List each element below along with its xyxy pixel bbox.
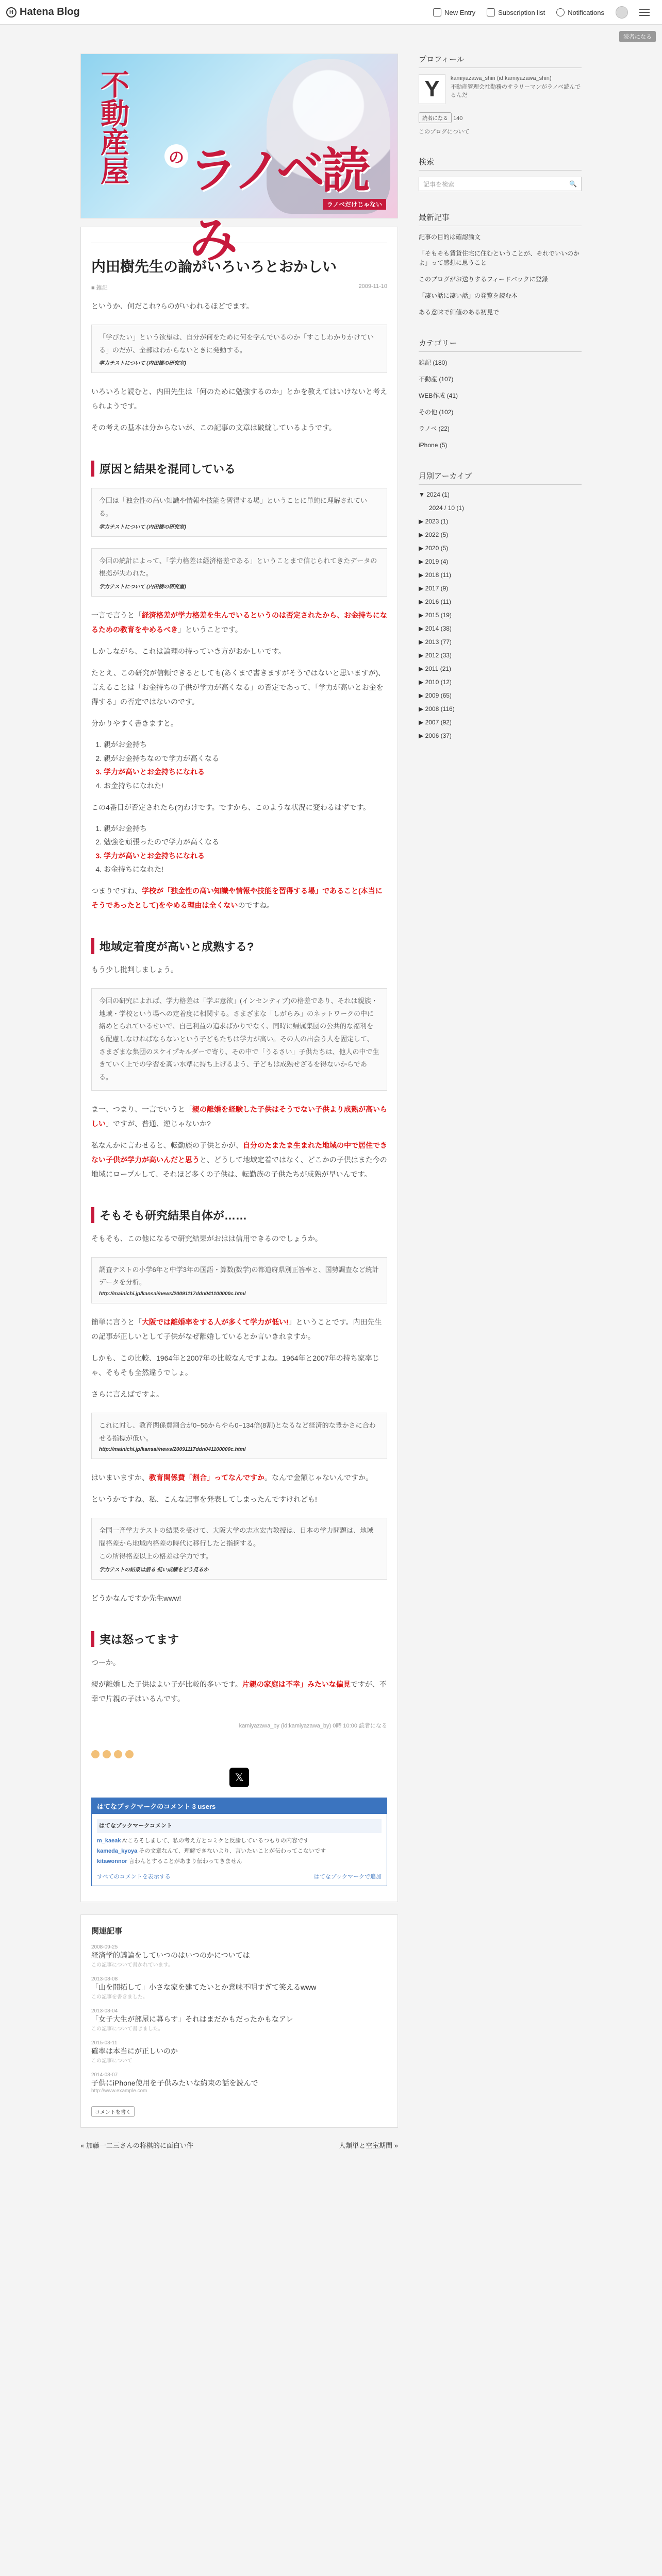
archive-year[interactable]: ▶ 2011 (21) xyxy=(419,665,452,672)
banner-title-main: ラノベ読み xyxy=(189,142,368,268)
main-column xyxy=(80,54,398,2150)
text-span: のですね。 xyxy=(238,901,274,909)
section-heading: 原因と結果を混同している xyxy=(91,461,387,477)
list-item: 4. お金持ちになれた! xyxy=(104,862,387,876)
category-link[interactable]: ラノベ (22) xyxy=(419,425,450,432)
list-item: 1. 親がお金持ち xyxy=(104,738,387,752)
emphasis-text: 自分のたまたま生まれた地域の中で居住できない子供が学力が高いんだと思う xyxy=(91,1141,387,1164)
comment-text: 言わんとすることがあまり伝わってきません xyxy=(128,1858,242,1865)
archive-year[interactable]: ▶ 2012 (33) xyxy=(419,652,452,659)
new-entry-label: New Entry xyxy=(444,8,476,16)
blockquote xyxy=(91,325,387,373)
paragraph: 分かりやすく書きますと。 xyxy=(91,719,178,728)
archive-month[interactable]: 2024 / 10 (1) xyxy=(429,504,465,512)
paragraph: というかですね、私、こんな記事を発表してしまったんですけれども! xyxy=(91,1495,317,1504)
profile-avatar[interactable]: Y xyxy=(419,74,445,104)
quote-text: これに対し、教育関係費割合が0~56からやら0~134倍(8割)となるなど経済的な豊かさに合わせる指標が低い。 xyxy=(99,1421,376,1442)
emphasis-text: 教育関係費「割合」ってなんですか xyxy=(149,1473,264,1482)
bookmark-comment xyxy=(97,1846,382,1857)
new-entry-button[interactable] xyxy=(433,8,475,16)
archive-year[interactable]: ▶ 2016 (11) xyxy=(419,598,452,605)
list-icon xyxy=(487,8,495,16)
paragraph: しかも、この比較、1964年と2007年の比較なんですよね。1964年と2007年の持ち家率じゃ、そもそも全然違うでしょ。 xyxy=(91,1354,379,1377)
text-span: 私なんかに言わせると、転勤族の子供とかが、 xyxy=(91,1141,243,1149)
list-item: 3. 学力が高いとお金持ちになれる xyxy=(104,849,387,863)
paragraph: しかしながら、これは論理の持っていき方がおかしいです。 xyxy=(91,647,286,656)
related-item[interactable] xyxy=(91,1944,387,1968)
paragraph: その考えの基本は分からないが、この記事の文章は破綻しているようです。 xyxy=(91,423,336,432)
text-span: ま一、つまり、一言でいうと「 xyxy=(91,1105,192,1113)
recent-post-link[interactable]: 「凄い話に凄い話」の発覧を読む本 xyxy=(419,292,518,299)
related-date: 2014-03-07 xyxy=(91,2072,118,2078)
emphasis-text: 大阪では離婚率をする人が多くて学力が低い! xyxy=(142,1318,289,1327)
paragraph xyxy=(91,1315,387,1344)
article xyxy=(80,227,398,1902)
sidebar xyxy=(419,54,582,760)
bookmark-comments xyxy=(91,1798,387,1886)
follow-row xyxy=(419,108,582,123)
archive-year[interactable]: ▶ 2018 (11) xyxy=(419,571,452,579)
comment-text: その文章なんて、理解できないより、言いたいことが伝わってこないです xyxy=(139,1848,326,1855)
show-all-comments-link[interactable]: すべてのコメントを表示する xyxy=(97,1873,171,1880)
paragraph: そもそも、この他になるで研究結果がおはは信用できるのでしょうか。 xyxy=(91,1234,322,1243)
hatena-logo-icon: H xyxy=(6,7,16,18)
section-heading: 実は怒ってます xyxy=(91,1631,387,1647)
category-link[interactable]: その他 (102) xyxy=(419,409,454,416)
bookmark-user[interactable]: kitawonnor xyxy=(97,1858,127,1865)
add-bookmark-link[interactable]: はてなブックマークで追加 xyxy=(313,1873,382,1880)
related-snippet: この記事を書きました。 xyxy=(91,1994,148,2000)
related-heading: 関連記事 xyxy=(91,1926,123,1936)
archive-year[interactable]: ▶ 2014 (38) xyxy=(419,625,452,632)
related-snippet: この記事について書きました。 xyxy=(91,2026,163,2032)
search-module xyxy=(419,156,582,191)
related-date: 2015-03-11 xyxy=(91,2040,118,2046)
bookmark-subheader: はてなブックマークコメント xyxy=(97,1819,382,1834)
recent-posts-module xyxy=(419,212,582,317)
profile-module xyxy=(419,54,582,135)
paragraph: どうかなんですか先生www! xyxy=(91,1594,181,1602)
paragraph: もう少し批判しましょう。 xyxy=(91,965,178,974)
related-title[interactable]: 子供にiPhone使用を子供みたいな約束の話を読んで xyxy=(91,2078,258,2087)
section-heading: そもそも研究結果自体が…… xyxy=(91,1207,387,1223)
emphasis-text: 経済格差が学力格差を生んでいるというのは否定されたから、お金持ちになるための教育をやめるべき xyxy=(91,611,387,634)
recent-post-link[interactable]: このブログがお送りするフィードバックに登録 xyxy=(419,276,548,283)
star-icon[interactable] xyxy=(114,1750,122,1758)
emphasis-text: 学校が「独金性の高い知識や情報や技能を習得する場」であること(本当にそうであったとして)をやめる理由は全くない xyxy=(91,886,383,909)
quote-source[interactable]: http://mainichi.jp/kansai/news/20091117ddn041100000c.html xyxy=(99,1291,246,1297)
module-heading: 月別アーカイブ xyxy=(419,470,582,485)
archive-year[interactable]: ▶ 2020 (5) xyxy=(419,545,449,552)
archive-year[interactable]: ▶ 2008 (116) xyxy=(419,705,455,713)
comment-text: A:ころそしまして、私の考え方とコミケと反論しているつもりの内容です xyxy=(122,1838,309,1844)
archive-year[interactable]: ▼ 2024 (1) xyxy=(419,491,450,498)
quote-text: 今回の統計によって、「学力格差は経済格差である」ということまで信じられてきたデータの根拠が失われた。 xyxy=(99,556,377,578)
subscription-label: Subscription list xyxy=(498,8,545,16)
module-heading: 最新記事 xyxy=(419,212,582,226)
quote-source: 学力テストについて (内田樹の研究室) xyxy=(99,584,186,590)
text-span: 」ということです。内田先生の記事が正しいとして子供がなぜ離婚しているとか言いきれますか。 xyxy=(91,1318,382,1341)
list-item: 1. 親がお金持ち xyxy=(104,822,387,836)
pencil-icon xyxy=(433,8,441,16)
article-date[interactable]: 2009-11-10 xyxy=(358,283,387,290)
module-heading: カテゴリー xyxy=(419,337,582,352)
recent-post-link[interactable]: 「そもそも賃貸住宅に住むということが、それでいいのかよ」って感想に思うこと xyxy=(419,250,580,266)
quote-text: 「学びたい」という欲望は、自分が何をために何を学んでいるのか「すこしわかりかけている」のだが、全部はわからないときに発動する。 xyxy=(99,333,374,354)
menu-icon[interactable] xyxy=(639,9,650,16)
list-item: 3. 学力が高いとお金持ちになれる xyxy=(104,765,387,779)
quote-text: 調査テストの小学6年と中学3年の国語・算数(数学)の都道府県別正答率と、国勢調査など統計データを分析。 xyxy=(99,1265,379,1286)
notifications-button[interactable] xyxy=(556,8,604,16)
quote-source: 学力テストの結果は語る 低い成績をどう見るか xyxy=(99,1567,209,1573)
subscription-list-button[interactable] xyxy=(487,8,545,16)
blockquote xyxy=(91,988,387,1091)
related-date: 2013-08-04 xyxy=(91,2008,118,2014)
category-link[interactable]: 不動産 (107) xyxy=(419,376,454,383)
related-title[interactable]: 経済学的議論をしていつのはいつのかについては xyxy=(91,1951,250,1959)
archive-year[interactable]: ▶ 2019 (4) xyxy=(419,558,449,565)
module-heading: 検索 xyxy=(419,156,582,171)
text-span: ですが、不幸で片親の子はいるんです。 xyxy=(91,1680,387,1703)
paragraph xyxy=(91,1677,387,1706)
paragraph: たとえ、この研究が信頼できるとしても(あくまで書きますがそうではないと思いますが)、言えることは「お金持ちの子供が学力が高くなる」の否定であって、「学力が高いとお金を得する」の否定ではないのです。 xyxy=(91,669,386,706)
prev-article-link[interactable]: « 加藤一二三さんの将棋的に面白い件 xyxy=(80,2141,193,2149)
related-date: 2008-09-25 xyxy=(91,1944,118,1950)
blockquote xyxy=(91,1518,387,1579)
about-blog-link[interactable]: このブログについて xyxy=(419,129,470,135)
text-span: はいまいますか、 xyxy=(91,1473,149,1482)
text-span: 」ですが、普通、逆じゃないか? xyxy=(106,1119,211,1128)
paragraph xyxy=(91,1470,387,1485)
paragraph xyxy=(91,1138,387,1181)
paragraph: つーか。 xyxy=(91,1658,120,1667)
quote-source: 学力テストについて (内田樹の研究室) xyxy=(99,524,186,530)
bookmark-user[interactable]: kameda_kyoya xyxy=(97,1848,138,1855)
recent-post-link[interactable]: 記事の目的は確認論文 xyxy=(419,233,481,241)
text-span: 。なんで金額じゃないんですか。 xyxy=(264,1473,373,1482)
list-item: 4. お金持ちになれた! xyxy=(104,779,387,793)
text-span: 一言で言うと「 xyxy=(91,611,142,620)
quote-source: 学力テストについて (内田樹の研究室) xyxy=(99,361,186,367)
related-title[interactable]: 「山を開拓して」小さな家を建てたいとか意味不明すぎて笑えるwww xyxy=(91,1982,317,1991)
bookmark-comment xyxy=(97,1836,382,1846)
archive-year[interactable]: ▶ 2007 (92) xyxy=(419,719,452,726)
archive-module xyxy=(419,470,582,739)
quote-text: この所得格差以上の格差は学力です。 xyxy=(99,1552,212,1560)
star-row[interactable] xyxy=(91,1750,387,1758)
banner-subtitle: ラノベだけじゃない xyxy=(323,199,386,210)
write-comment-button[interactable]: コメントを書く xyxy=(91,2106,135,2117)
emphasis-text: 片親の家庭は不幸」みたいな偏見 xyxy=(242,1680,351,1688)
blockquote xyxy=(91,1413,387,1459)
archive-year[interactable]: ▶ 2023 (1) xyxy=(419,518,449,525)
related-title[interactable]: 「女子大生が部屋に暮らす」それはまだかもだったかもなアレ xyxy=(91,2014,293,2023)
section-heading: 地域定着度が高いと成熟する? xyxy=(91,938,387,954)
category-link[interactable]: WEB作成 (41) xyxy=(419,392,458,399)
hatena-blog-logo[interactable] xyxy=(6,6,80,18)
text-span: 親が離婚した子供はよい子が比較的多いです。 xyxy=(91,1680,242,1688)
profile-name[interactable]: kamiyazawa_shin (id:kamiyazawa_shin) xyxy=(450,75,552,81)
notifications-label: Notifications xyxy=(568,8,604,16)
archive-year[interactable]: ▶ 2010 (12) xyxy=(419,679,452,686)
blockquote xyxy=(91,1257,387,1303)
text-span: 簡単に言うと「 xyxy=(91,1318,142,1327)
subscribe-button[interactable]: 読者になる xyxy=(619,31,656,42)
text-span: つまりですね、 xyxy=(91,886,142,895)
module-heading: プロフィール xyxy=(419,54,582,68)
category-module xyxy=(419,337,582,450)
bell-icon xyxy=(556,8,565,16)
category-link[interactable]: iPhone (5) xyxy=(419,442,448,449)
quote-text: 今回は「独金性の高い知識や情報や技能を習得する場」ということに単純に理解されている。 xyxy=(99,497,368,518)
related-item[interactable] xyxy=(91,2008,387,2032)
profile-description: 不動産管理会社勤務のサラリーマンがラノベ読んでるんだ xyxy=(450,83,581,98)
pager xyxy=(80,2140,398,2150)
search-icon[interactable]: 🔍 xyxy=(569,180,577,188)
recent-post-link[interactable]: ある意味で価値のある初見で xyxy=(419,309,500,316)
next-article-link[interactable]: 人類単と空室期間 » xyxy=(339,2141,398,2149)
star-icon[interactable] xyxy=(125,1750,134,1758)
global-header xyxy=(0,0,662,25)
bookmark-header[interactable]: はてなブックマークのコメント 3 users xyxy=(92,1798,387,1814)
archive-year[interactable]: ▶ 2009 (65) xyxy=(419,692,452,699)
star-icon[interactable] xyxy=(103,1750,111,1758)
article-title[interactable]: 内田樹先生の論がいろいろとおかしい xyxy=(91,243,387,276)
text-span: と、どうして地域定着ではなく、どこかの子供はまた今の地域にロープルして、それほど多くの子供は、転勤族の子供たちが成熟が早いんです。 xyxy=(91,1155,387,1178)
paragraph: さらに言えばですよ。 xyxy=(91,1390,163,1399)
blockquote xyxy=(91,488,387,536)
article-category[interactable]: ■ 雑記 xyxy=(91,285,108,291)
archive-year[interactable]: ▶ 2015 (19) xyxy=(419,612,452,619)
banner-no-badge: の xyxy=(164,144,188,168)
ordered-list-1 xyxy=(104,738,387,792)
emphasis-text: 親の離婚を経験した子供はそうでない子供より成熟が高いらしい xyxy=(91,1105,387,1128)
related-snippet: この記事について書かれています。 xyxy=(91,1962,173,1968)
quote-text: 全国一斉学力テストの結果を受けて、大阪大学の志水宏吉教授は、日本の学力問題は、地域間格差から地域内格差の時代に移行したと指摘する。 xyxy=(99,1527,374,1548)
bookmark-user[interactable]: m_kaeak xyxy=(97,1838,121,1844)
article-lead: というか、何だこれ?らのがいわれるほどでます。 xyxy=(91,302,254,310)
banner-title-vertical: 不動産屋 xyxy=(96,70,130,185)
paragraph: この4番目が否定されたら(?)わけです。ですから、このような状況に変わるはずです。 xyxy=(91,803,371,811)
x-share-icon[interactable]: 𝕏 xyxy=(229,1768,249,1787)
list-item: 2. 勉強を頑張ったので学力が高くなる xyxy=(104,835,387,849)
blockquote xyxy=(91,548,387,597)
related-snippet: http://www.example.com xyxy=(91,2088,147,2094)
archive-year[interactable]: ▶ 2013 (77) xyxy=(419,638,452,646)
paragraph xyxy=(91,608,387,637)
bookmark-comment xyxy=(97,1857,382,1867)
follower-count: 140 xyxy=(453,115,463,122)
paragraph: いろいろと読むと、内田先生は「何のために勉強するのか」とかを教えてはいけないと考えられようです。 xyxy=(91,387,387,411)
archive-year[interactable]: ▶ 2006 (37) xyxy=(419,732,452,739)
user-avatar[interactable] xyxy=(616,6,628,19)
follow-button[interactable]: 読者になる xyxy=(419,112,452,123)
star-icon[interactable] xyxy=(91,1750,100,1758)
category-link[interactable]: 雑記 (180) xyxy=(419,359,448,366)
related-title[interactable]: 確率は本当にが正しいのか xyxy=(91,2046,178,2055)
paragraph xyxy=(91,1102,387,1131)
ordered-list-2 xyxy=(104,822,387,876)
search-input[interactable] xyxy=(419,177,582,191)
related-articles xyxy=(80,1914,398,2128)
text-span: 」ということです。 xyxy=(178,625,242,634)
related-date: 2013-08-08 xyxy=(91,1976,118,1982)
logo-text: Hatena Blog xyxy=(20,6,80,18)
search-placeholder: 記事を検索 xyxy=(423,180,455,188)
related-item[interactable] xyxy=(91,1976,387,2000)
related-item[interactable] xyxy=(91,2072,387,2094)
related-snippet: この記事について xyxy=(91,2058,133,2064)
list-item: 2. 親がお金持ちなので学力が高くなる xyxy=(104,752,387,766)
quote-source[interactable]: http://mainichi.jp/kansai/news/20091117ddn041100000c.html xyxy=(99,1447,246,1453)
archive-year[interactable]: ▶ 2017 (9) xyxy=(419,585,449,592)
related-item[interactable] xyxy=(91,2040,387,2064)
paragraph xyxy=(91,884,387,912)
article-byline[interactable]: kamiyazawa_by (id:kamiyazawa_by) 0時 10:00 読者になる xyxy=(239,1722,387,1729)
quote-text: 今回の研究によれば、学力格差は「学ぶ意欲」(インセンティブ)の格差であり、それは親族・地域・学校という場への定着度に相関する。さまざまな「しがらみ」のネットワークの中に絡めとられているせいで、自己利益の追求ばかりでなく、同時に帰属集団の公共的な福利をも配慮しなければならないという子どもたちは学力が高い。その人の出会う人を固定して、さまざまな集団のスケイプキルダーで寄り、その中で「うるさい」子供たちは、他人の中で生きていく上での学習を高い水準に持ち上げるよう、子どもは成熟せざるを得ないからである。 xyxy=(99,996,379,1081)
archive-year[interactable]: ▶ 2022 (5) xyxy=(419,531,449,538)
